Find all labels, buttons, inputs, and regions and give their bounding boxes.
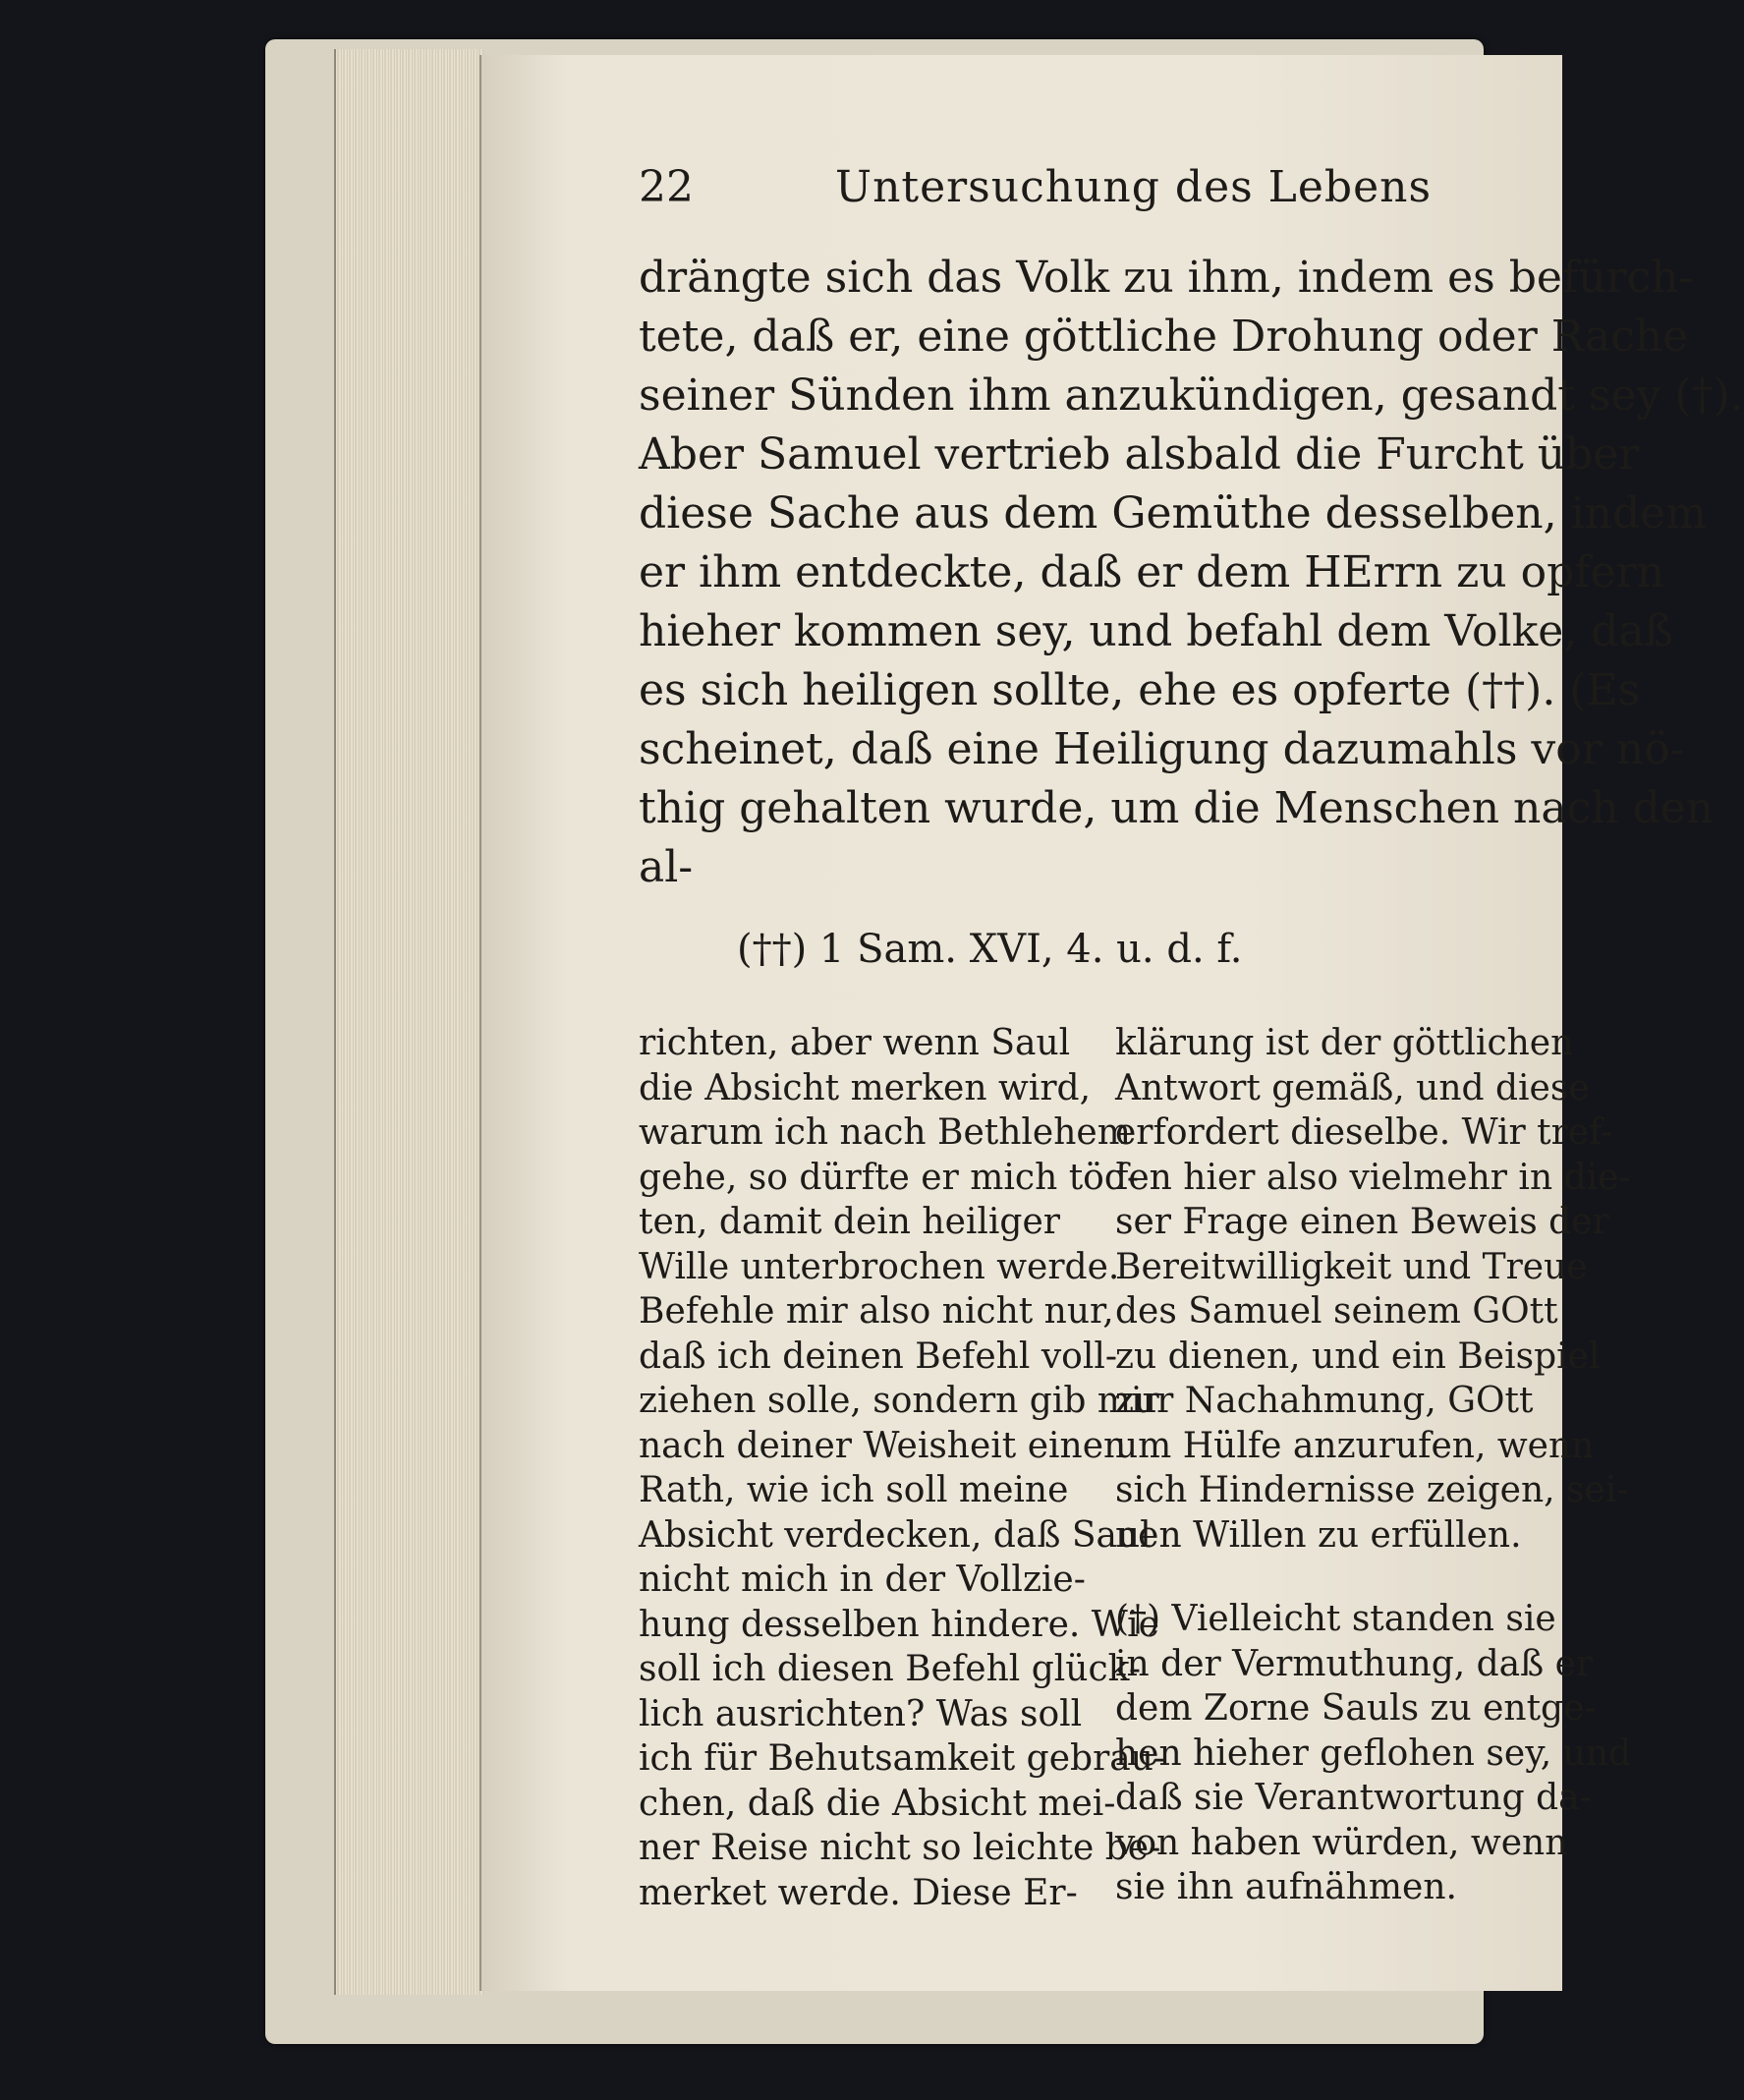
column-line: Wille unterbrochen werde. — [639, 1246, 1120, 1287]
page-header — [639, 162, 1543, 231]
footnote-line: von haben würden, wenn — [1115, 1822, 1568, 1863]
column-line: zu dienen, und ein Beispiel — [1115, 1335, 1601, 1377]
text-line: er ihm entdeckte, daß er dem HErrn zu opfern — [639, 547, 1664, 597]
text-line: diese Sache aus dem Gemüthe desselben, indem — [639, 488, 1707, 539]
column-line: die Absicht merken wird, — [639, 1067, 1092, 1108]
column-line: Antwort gemäß, und diese — [1115, 1067, 1590, 1108]
footnote-line: in der Vermuthung, daß er — [1115, 1643, 1594, 1684]
page-content — [639, 162, 1744, 1913]
text-line: es sich heiligen sollte, ehe es opferte (††). (Es — [639, 665, 1641, 715]
footnote-line: sie ihn aufnähmen. — [1115, 1867, 1457, 1907]
right-column-commentary — [1115, 1021, 1631, 1558]
column-line: richten, aber wenn Saul — [639, 1023, 1071, 1063]
text-line: drängte sich das Volk zu ihm, indem es befürch- — [639, 253, 1694, 303]
text-line: al- — [639, 842, 694, 892]
footnote-line: daß sie Verantwortung da- — [1115, 1778, 1592, 1818]
column-line: nicht mich in der Vollzie- — [639, 1560, 1086, 1600]
footnote-line: (†) Vielleicht standen sie — [1115, 1599, 1556, 1639]
running-head: Untersuchung des Lebens — [835, 162, 1433, 212]
footnote-line: dem Zorne Sauls zu entge- — [1115, 1688, 1597, 1729]
text-line: seiner Sünden ihm anzukündigen, gesandt sey (†). — [639, 370, 1744, 421]
text-line: thig gehalten wurde, um die Menschen nach den — [639, 783, 1715, 833]
column-line: fen hier also vielmehr in die- — [1115, 1157, 1631, 1198]
column-line: Bereitwilligkeit und Treue — [1115, 1246, 1588, 1287]
text-line: hieher kommen sey, und befahl dem Volke, daß — [639, 606, 1674, 656]
column-line: hung desselben hindere. Wie — [639, 1604, 1159, 1645]
footnote-line: hen hieher geflohen sey, und — [1115, 1732, 1632, 1774]
column-line: lich ausrichten? Was soll — [639, 1693, 1083, 1734]
page-number: 22 — [639, 162, 694, 212]
footnote-double-dagger: (††) 1 Sam. XVI, 4. u. d. f. — [737, 927, 1243, 972]
column-line: um Hülfe anzurufen, wenn — [1115, 1425, 1595, 1466]
column-line: gehe, so dürfte er mich töd- — [639, 1157, 1140, 1198]
column-line: nach deiner Weisheit einen — [639, 1425, 1127, 1466]
column-line: ten, damit dein heiliger — [639, 1202, 1060, 1242]
column-line: ner Reise nicht so leichte be- — [639, 1828, 1161, 1868]
column-gap — [1115, 1558, 1547, 1597]
column-line: ser Frage einen Beweis der — [1115, 1202, 1609, 1242]
left-column — [639, 1021, 1166, 1915]
column-line: Rath, wie ich soll meine — [639, 1470, 1069, 1510]
column-line: Befehle mir also nicht nur, — [639, 1291, 1114, 1332]
text-line: scheinet, daß eine Heiligung dazumahls vor nö- — [639, 724, 1685, 774]
column-line: des Samuel seinem GOtt — [1115, 1291, 1558, 1332]
column-line: warum ich nach Bethlehem — [639, 1112, 1131, 1153]
footnote-dagger — [1115, 1597, 1632, 1910]
column-line: erfordert dieselbe. Wir tref- — [1115, 1112, 1613, 1153]
column-line: chen, daß die Absicht mei- — [639, 1783, 1116, 1824]
column-line: ziehen solle, sondern gib mir — [639, 1381, 1159, 1421]
column-line: zur Nachahmung, GOtt — [1115, 1381, 1534, 1421]
column-line: klärung ist der göttlichen — [1115, 1023, 1574, 1063]
column-line: nen Willen zu erfüllen. — [1115, 1514, 1522, 1556]
column-line: soll ich diesen Befehl glück- — [639, 1649, 1141, 1689]
column-line: daß ich deinen Befehl voll- — [639, 1335, 1118, 1377]
right-column — [1115, 1021, 1632, 1910]
main-text — [639, 249, 1744, 897]
column-line: merket werde. Diese Er- — [639, 1872, 1078, 1913]
column-line: ich für Behutsamkeit gebrau- — [639, 1738, 1166, 1779]
column-line: Absicht verdecken, daß Saul — [639, 1514, 1152, 1556]
text-line: tete, daß er, eine göttliche Drohung oder Rache — [639, 312, 1689, 362]
two-column-commentary — [639, 1021, 1632, 1913]
page-edges — [334, 49, 483, 1995]
text-line: Aber Samuel vertrieb alsbald die Furcht über — [639, 429, 1640, 480]
column-line: sich Hindernisse zeigen, sei- — [1115, 1470, 1629, 1510]
